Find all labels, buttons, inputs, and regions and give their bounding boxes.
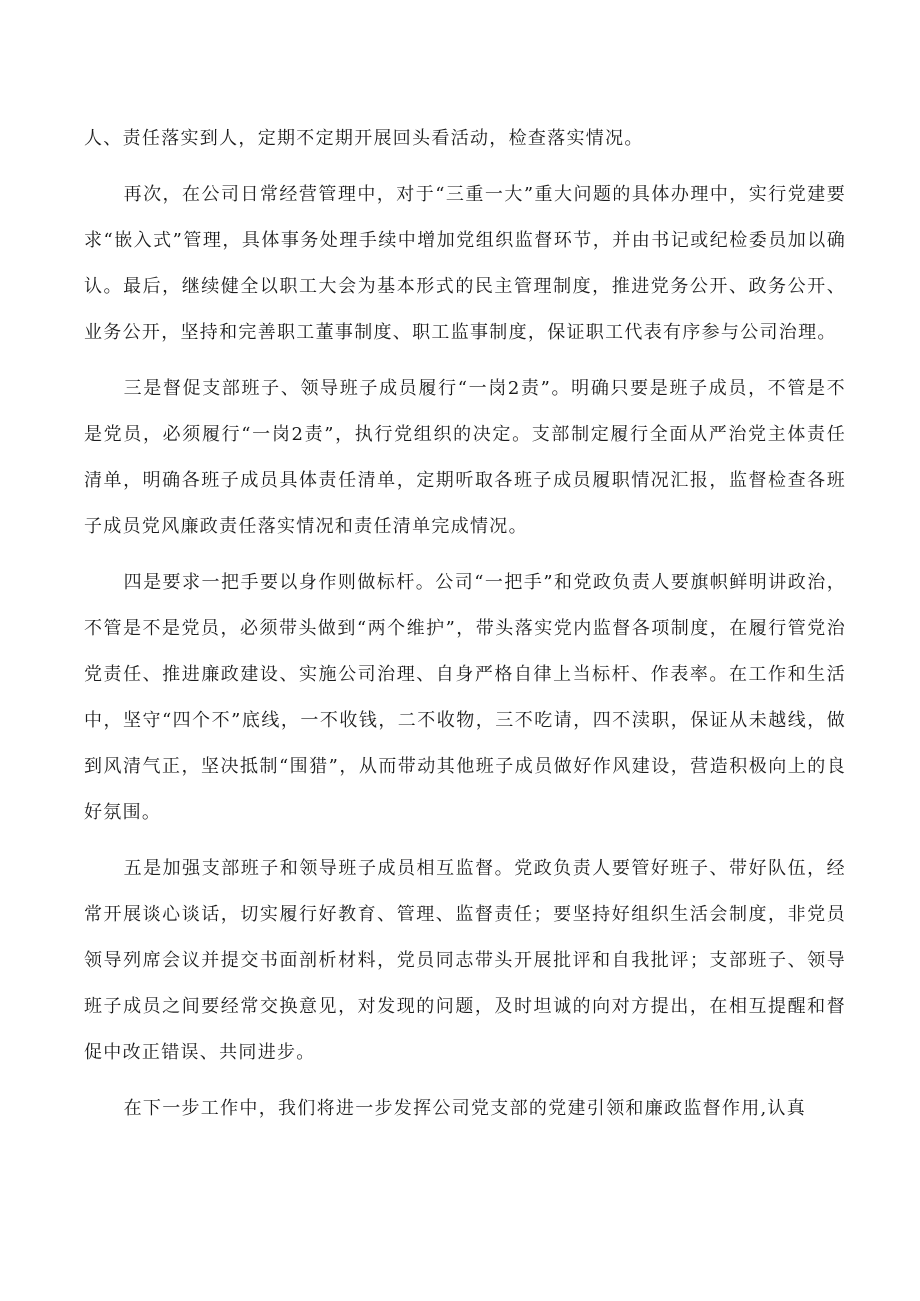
paragraph-5: 五是加强支部班子和领导班子成员相互监督。党政负责人要管好班子、带好队伍，经常开展谈心谈话，切实履行好教育、管理、监督责任；要坚持好组织生活会制度，非党员领导列席会议并提交书面剖析材料，党员同志带头开展批评和自我批评；支部班子、领导班子成员之间要经常交换意见，对发现的问题，及时坦诚的向对方提出，在相互提醒和督促中改正错误、共同进步。 (84, 858, 846, 1063)
paragraph-6: 在下一步工作中，我们将进一步发挥公司党支部的党建引领和廉政监督作用,认真 (123, 1098, 807, 1119)
document-page (84, 116, 846, 1142)
paragraph-2: 再次，在公司日常经营管理中，对于“三重一大”重大问题的具体办理中，实行党建要求“嵌入式”管理，具体事务处理手续中增加党组织监督环节，并由书记或纪检委员加以确认。最后，继续健全以职工大会为基本形式的民主管理制度，推进党务公开、政务公开、业务公开，坚持和完善职工董事制度、职工监事制度，保证职工代表有序参与公司治理。 (84, 184, 846, 343)
paragraph-1: 人、责任落实到人，定期不定期开展回头看活动，检查落实情况。 (84, 128, 644, 149)
paragraph-3: 三是督促支部班子、领导班子成员履行“一岗2责”。明确只要是班子成员，不管是不是党员，必须履行“一岗2责”，执行党组织的决定。支部制定履行全面从严治党主体责任清单，明确各班子成员具体责任清单，定期听取各班子成员履职情况汇报，监督检查各班子成员党风廉政责任落实情况和责任清单完成情况。 (84, 378, 846, 537)
paragraph-4: 四是要求一把手要以身作则做标杆。公司“一把手”和党政负责人要旗帜鲜明讲政治，不管是不是党员，必须带头做到“两个维护”，带头落实党内监督各项制度，在履行管党治党责任、推进廉政建设、实施公司治理、自身严格自律上当标杆、作表率。在工作和生活中，坚守“四个不”底线，一不收钱，二不收物，三不吃请，四不渎职，保证从未越线，做到风清气正，坚决抵制“围猎”，从而带动其他班子成员做好作风建设，营造积极向上的良好氛围。 (84, 572, 846, 823)
